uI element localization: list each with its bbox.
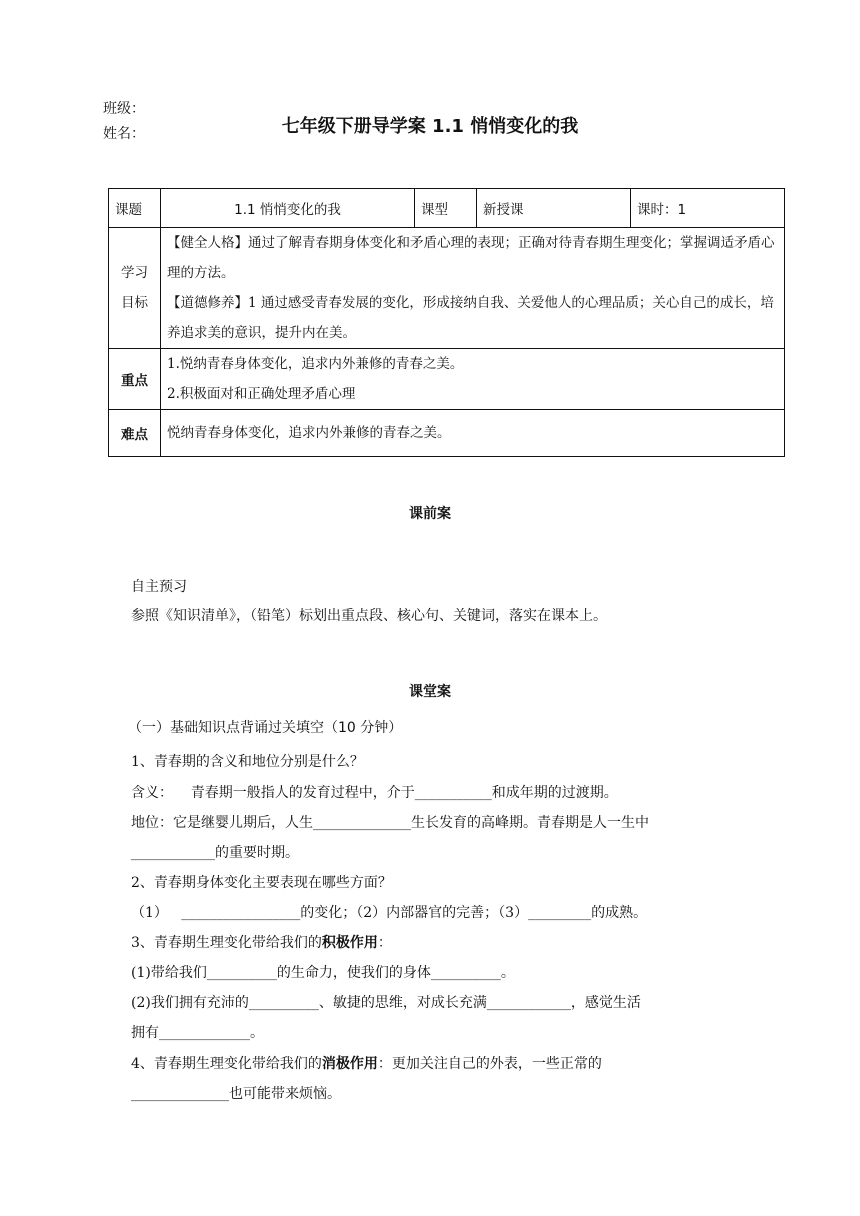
goal-1-text: 通过了解青春期身体变化和矛盾心理的表现；正确对待青春期生理变化；掌握调适矛盾心理的方法。: [167, 235, 775, 281]
goal-2-text: 1 通过感受青春发展的变化，形成接纳自我、关爱他人的心理品质；关心自己的成长，培养追求美的意识，提升内在美。: [167, 295, 774, 341]
pre-class-title: 课前案: [409, 506, 451, 522]
type-label: 课型: [415, 189, 477, 228]
lesson-info-table: [108, 188, 785, 457]
section-1-heading: （一）基础知识点背诵过关填空（10 分钟）: [128, 720, 403, 736]
question-4-emphasis: 消极作用: [321, 1056, 378, 1072]
goal-2-tag: 【道德修养】: [167, 295, 248, 311]
goals-content: [161, 228, 785, 349]
question-1-status-a: 地位：它是继婴儿期后，人生______________生长发育的高峰期。青春期是人一生中: [131, 815, 649, 831]
topic-label: 课题: [109, 189, 161, 228]
question-4-prefix: 4、青春期生理变化带给我们的: [131, 1056, 322, 1072]
table-row-difficulty: [109, 410, 785, 457]
goal-2: [167, 288, 778, 348]
question-3-b: (2)我们拥有充沛的__________、敏捷的思维，对成长充满____________，感觉生活: [131, 995, 641, 1011]
goals-label: [109, 228, 161, 349]
question-4-b: ______________也可能带来烦恼。: [131, 1086, 341, 1102]
question-2: 2、青春期身体变化主要表现在哪些方面？: [131, 875, 392, 891]
goals-label-line-1: 学习: [121, 265, 148, 281]
page-title-text: 七年级下册导学案 1.1 悄悄变化的我: [281, 116, 579, 137]
type-value: 新授课: [477, 189, 631, 228]
table-row-topic: [109, 189, 785, 228]
question-1-status-b: ____________的重要时期。: [131, 845, 299, 861]
name-label: 姓名：: [103, 126, 145, 142]
question-2-answer: （1） _________________的变化；（2）内部器官的完善；（3）_________的成熟。: [131, 905, 648, 921]
question-4-suffix: ：更加关注自己的外表，一些正常的: [377, 1056, 602, 1072]
question-3-a: (1)带给我们__________的生命力，使我们的身体__________。: [131, 965, 515, 981]
in-class-title: 课堂案: [409, 684, 451, 700]
question-3-prefix: 3、青春期生理变化带给我们的: [131, 935, 322, 951]
difficulty-text: 悦纳青春身体变化，追求内外兼修的青春之美。: [161, 410, 785, 457]
pre-class-subtitle: 自主预习: [131, 579, 187, 595]
key-label: 重点: [109, 349, 161, 410]
key-point-2: 2.积极面对和正确处理矛盾心理: [167, 386, 356, 402]
table-row-key: [109, 349, 785, 410]
question-3-c: 拥有_____________。: [131, 1025, 264, 1041]
class-label: 班级：: [103, 101, 145, 117]
period-text: 课时：1: [631, 189, 785, 228]
question-3-suffix: ：: [377, 935, 392, 951]
question-1: 1、青春期的含义和地位分别是什么？: [131, 754, 364, 770]
topic-value: 1.1 悄悄变化的我: [161, 189, 415, 228]
goal-1-tag: 【健全人格】: [167, 235, 248, 251]
key-point-1: 1.悦纳青春身体变化，追求内外兼修的青春之美。: [167, 356, 464, 372]
pre-class-instruction: 参照《知识清单》，（铅笔）标划出重点段、核心句、关键词，落实在课本上。: [131, 608, 607, 624]
question-1-meaning: 含义： 青春期一般指人的发育过程中，介于___________和成年期的过渡期。: [131, 785, 618, 801]
page-title: [0, 112, 860, 138]
key-content: [161, 349, 785, 410]
question-3: [131, 932, 392, 952]
goal-1: [167, 228, 778, 288]
goals-label-line-2: 目标: [121, 295, 148, 311]
table-row-goals: [109, 228, 785, 349]
question-4: [131, 1053, 602, 1073]
difficulty-label: 难点: [109, 410, 161, 457]
question-3-emphasis: 积极作用: [321, 935, 378, 951]
